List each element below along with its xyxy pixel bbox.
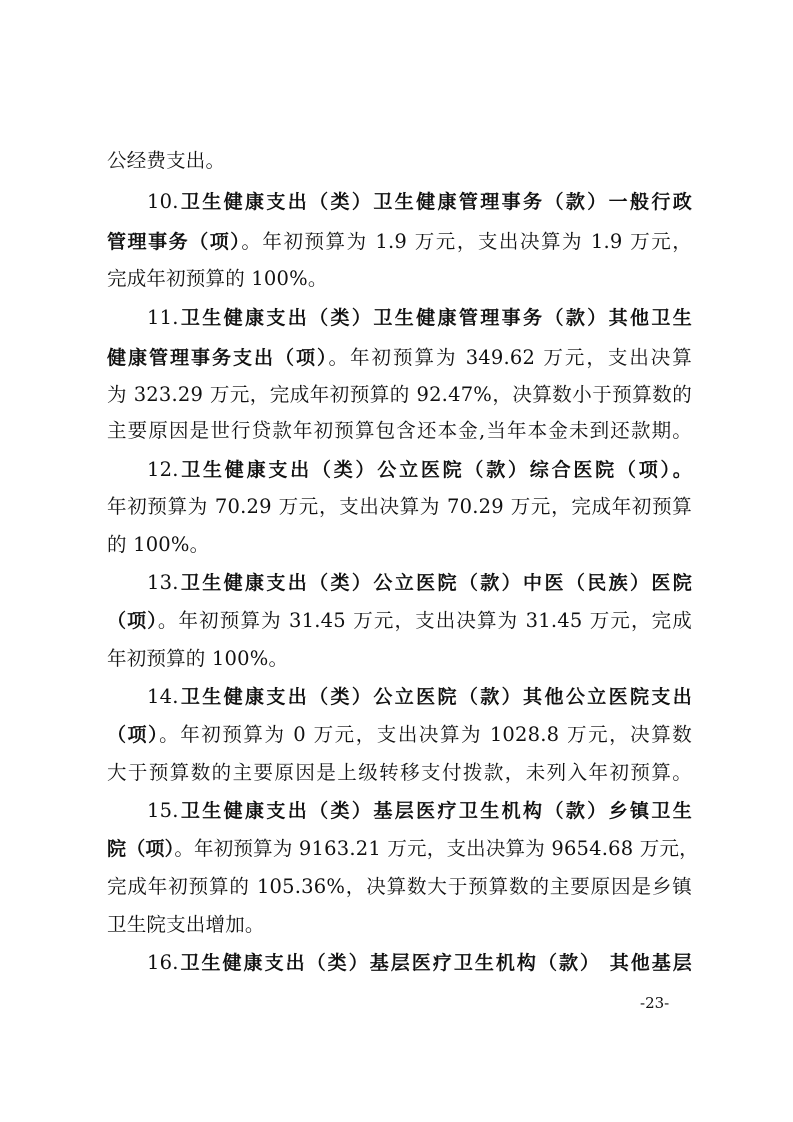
- item-body-text: 主要原因是世行贷款年初预算包含还本金,当年本金未到还款期。: [107, 419, 692, 442]
- item-10-body-line: [107, 261, 692, 297]
- item-body-text: 为 323.29 万元，完成年初预算的 92.47%，决算数小于预算数的: [107, 383, 692, 406]
- item-11-body-line: [107, 413, 692, 449]
- item-body-text: 年初预算为 70.29 万元，支出决算为 70.29 万元，完成年初预算: [107, 495, 692, 518]
- item-11-heading-line: [147, 300, 692, 336]
- item-12-body-line: [107, 489, 692, 525]
- item-12-body-line: [107, 527, 692, 563]
- item-body-text: 。年初预算为 31.45 万元，支出决算为 31.45 万元，完成: [157, 609, 692, 632]
- item-heading-bold: 院（项）: [107, 838, 175, 860]
- item-heading-bold: 卫生健康支出（类）公立医院（款）其他公立医院支出: [178, 686, 692, 708]
- item-number: 11.: [147, 306, 179, 329]
- intro-tail-text: 公经费支出。: [107, 149, 226, 172]
- item-body-text: 的 100%。: [107, 533, 210, 556]
- item-body-text: 。年初预算为 9163.21 万元，支出决算为 9654.68 万元，: [174, 837, 699, 860]
- item-heading-bold: 卫生健康支出（类）公立医院（款）中医（民族）医院: [178, 572, 692, 594]
- item-11-body-line: [107, 340, 692, 376]
- item-10-heading-line: [147, 184, 692, 220]
- item-body-text: 大于预算数的主要原因是上级转移支付拨款，未列入年初预算。: [107, 761, 692, 784]
- item-10-body-line: [107, 224, 692, 260]
- item-body-text: 完成年初预算的 105.36%，决算数大于预算数的主要原因是乡镇: [107, 875, 692, 898]
- item-15-body-line: [107, 869, 692, 905]
- item-15-body-line: [107, 907, 692, 943]
- item-heading-bold: （项）: [107, 610, 158, 632]
- item-number: 14.: [147, 685, 179, 708]
- item-number: 16.: [147, 951, 179, 974]
- item-body-text: 年初预算的 100%。: [107, 647, 289, 670]
- item-heading-bold: 管理事务（项）: [107, 231, 242, 253]
- item-number: 15.: [147, 799, 179, 822]
- item-14-body-line: [107, 717, 692, 753]
- item-15-heading-line: [147, 793, 692, 829]
- item-heading-bold: 卫生健康支出（类）卫生健康管理事务（款）一般行政: [178, 191, 692, 213]
- item-12-heading-line: [147, 452, 692, 488]
- item-body-text: 。年初预算为 1.9 万元，支出决算为 1.9 万元，: [241, 230, 693, 253]
- item-13-body-line: [107, 641, 692, 677]
- item-heading-bold: （项）: [107, 724, 160, 746]
- item-13-body-line: [107, 603, 692, 639]
- item-number: 12.: [147, 458, 179, 481]
- item-body-text: 完成年初预算的 100%。: [107, 267, 328, 290]
- item-heading-bold: 卫生健康支出（类）公立医院（款）综合医院（项）。: [178, 459, 692, 481]
- item-body-text: 。年初预算为 349.62 万元，支出决算: [328, 346, 693, 369]
- item-body-text: 。年初预算为 0 万元，支出决算为 1028.8 万元，决算数: [159, 723, 692, 746]
- item-14-body-line: [107, 755, 692, 791]
- item-14-heading-line: [147, 679, 692, 715]
- item-11-body-line: [107, 377, 692, 413]
- item-heading-bold: 卫生健康支出（类）卫生健康管理事务（款）其他卫生: [178, 307, 692, 329]
- item-heading-bold: 健康管理事务支出（项）: [107, 347, 329, 369]
- item-heading-bold: 卫生健康支出（类）基层医疗卫生机构（款）乡镇卫生: [178, 800, 692, 822]
- page-number: -23-: [640, 994, 670, 1012]
- item-heading-bold: 卫生健康支出（类）基层医疗卫生机构（款） 其他基层: [178, 952, 692, 974]
- item-16-heading-line: [147, 945, 692, 981]
- item-15-body-line: [107, 831, 699, 867]
- item-number: 13.: [147, 571, 179, 594]
- paragraph-line: [107, 143, 692, 179]
- item-number: 10.: [147, 190, 179, 213]
- item-13-heading-line: [147, 565, 692, 601]
- item-body-text: 卫生院支出增加。: [107, 913, 265, 936]
